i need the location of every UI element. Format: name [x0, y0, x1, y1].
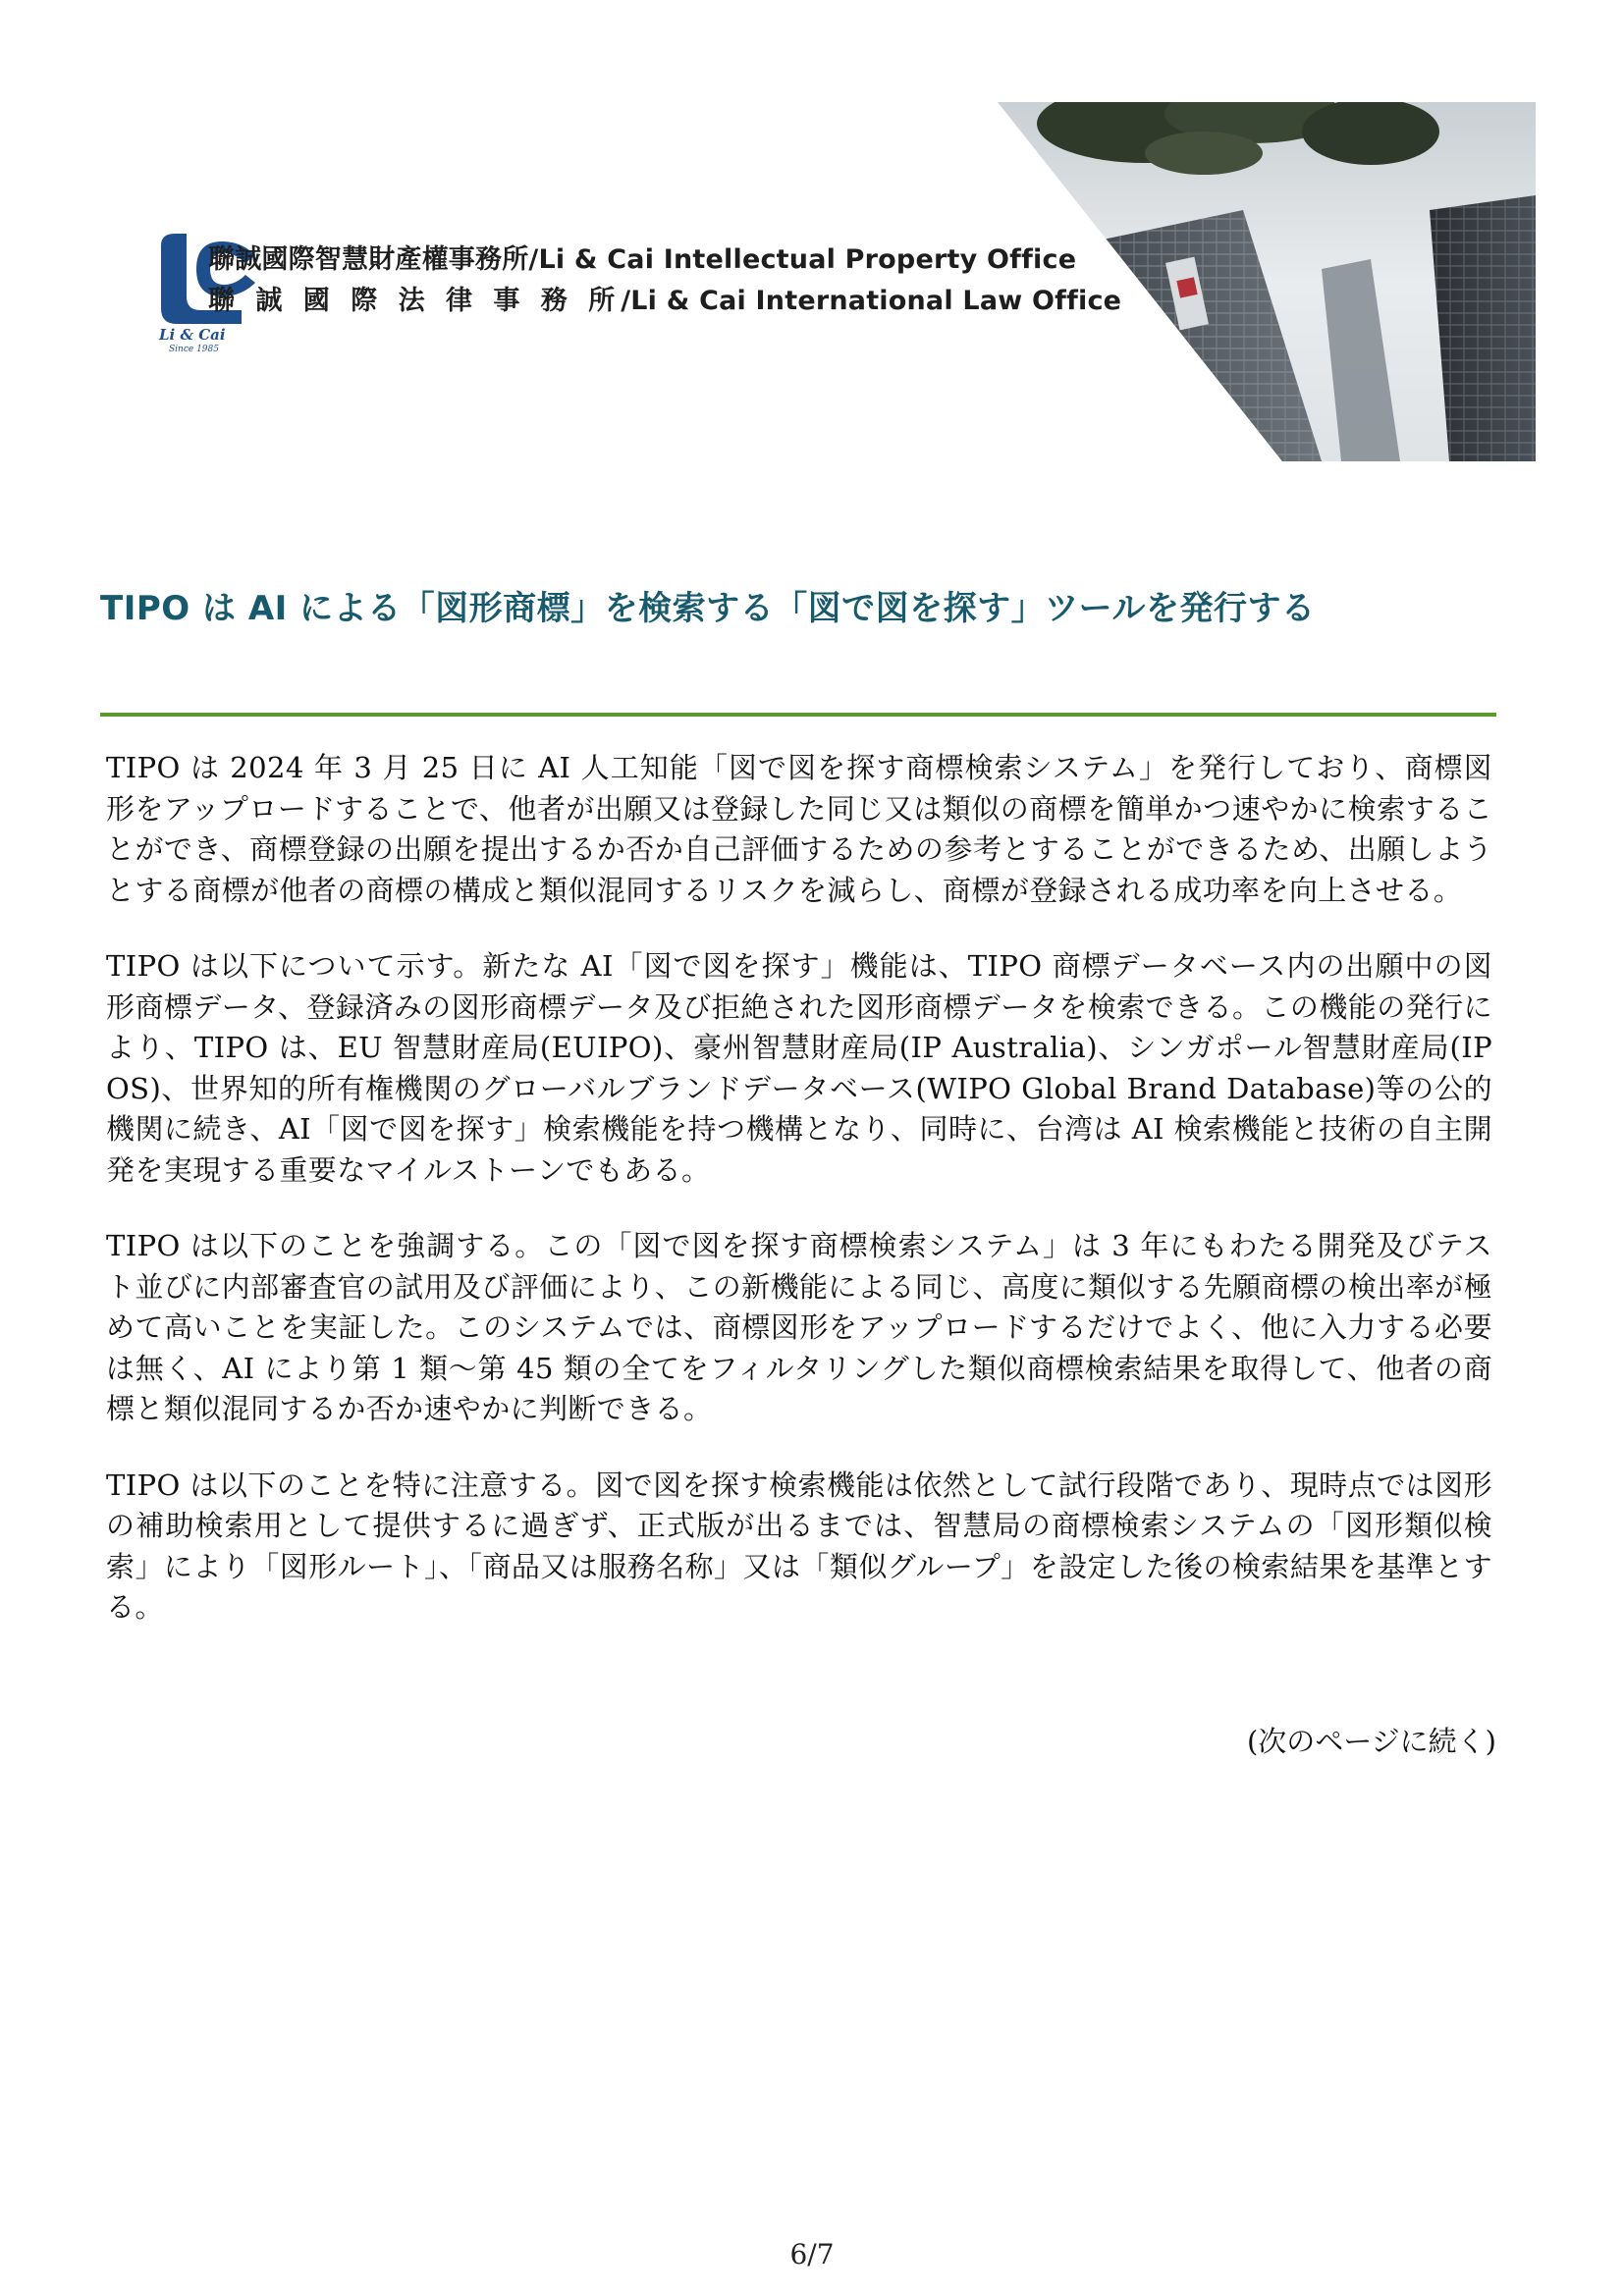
paragraph-2: TIPO は以下について示す。新たな AI「図で図を探す」機能は、TIPO 商標データベース内の出願中の図形商標データ、登録済みの図形商標データ及び拒絶された図形商標データを検索できる。この機能の発行により、TIPO は、EU 智慧財産局(EUIPO)、豪州智慧財産局(IP Australia)、シンガポール智慧財産局(IPOS)、世界知的所有権機関のグローバルブランドデータベース(WIPO Global Brand Database)等の公的機関に続き、AI「図で図を探す」検索機能を持つ機構となり、同時に、台湾は AI 検索機能と技術の自主開発を実現する重要なマイルストーンでもある。 — [106, 949, 1492, 1187]
page-number: 6/7 — [789, 2238, 835, 2270]
paragraph-3: TIPO は以下のことを強調する。この「図で図を探す商標検索システム」は 3 年にもわたる開発及びテスト並びに内部審査官の試用及び評価により、この新機能による同じ、高度に類似する先願商標の検出率が極めて高いことを実証した。このシステムでは、商標図形をアップロードするだけでよく、他に入力する必要は無く、AI により第 1 類〜第 45 類の全てをフィルタリングした類似商標検索結果を取得して、他者の商標と類似混同するか否か速やかに判断できる。 — [106, 1229, 1492, 1425]
firm-name-ip-office: 聯誠國際智慧財產權事務所/Li & Cai Intellectual Property Office — [208, 244, 1077, 275]
firm-names — [208, 240, 1122, 322]
skyscraper-photo — [998, 102, 1536, 461]
title-divider — [100, 713, 1496, 717]
article-body — [106, 748, 1492, 1664]
logo-text: Li & Cai — [159, 326, 226, 344]
firm-name-law-office — [208, 281, 1122, 322]
paragraph-4: TIPO は以下のことを特に注意する。図で図を探す検索機能は依然として試行段階であり、現時点では図形の補助検索用として提供するに過ぎず、正式版が出るまでは、智慧局の商標検索システムの「図形類似検索」により「図形ルート」、「商品又は服務名称」又は「類似グループ」を設定した後の検索結果を基準とする。 — [106, 1468, 1492, 1624]
letterhead — [0, 0, 1624, 471]
paragraph-1: TIPO は 2024 年 3 月 25 日に AI 人工知能「図で図を探す商標検索システム」を発行しており、商標図形をアップロードすることで、他者が出願又は登録した同じ又は類似の商標を簡単かつ速やかに検索することができ、商標登録の出願を提出するか否か自己評価するための参考とすることができるため、出願しようとする商標が他者の商標の構成と類似混同するリスクを減らし、商標が登録される成功率を向上させる。 — [106, 751, 1492, 907]
firm-name-law-office-cjk: 聯 誠 國 際 法 律 事 務 所 — [208, 286, 622, 316]
logo-since: Since 1985 — [169, 345, 219, 353]
continued-note: (次のページに続く) — [1246, 1725, 1496, 1758]
firm-name-law-office-en: /Li & Cai International Law Office — [621, 286, 1122, 316]
article-title: TIPO は AI による「図形商標」を検索する「図で図を探す」ツールを発行する — [100, 589, 1316, 628]
